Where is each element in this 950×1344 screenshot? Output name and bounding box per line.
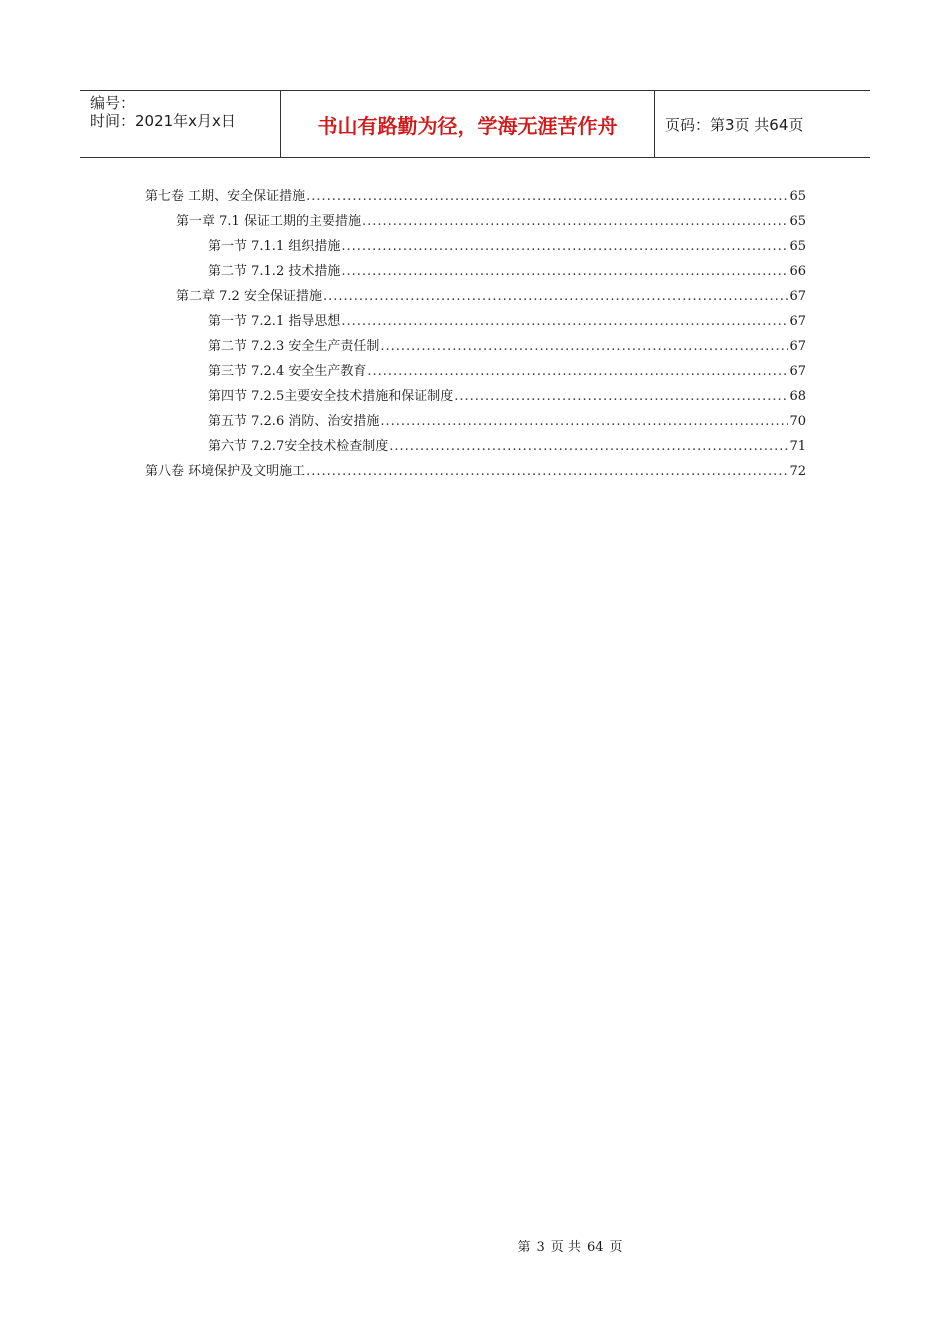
footer-suffix: 页	[609, 1240, 623, 1255]
toc-entry[interactable]	[145, 309, 806, 334]
toc-entry[interactable]	[145, 434, 806, 459]
toc-entry-page: 67	[789, 289, 806, 304]
toc-entry-title: 第三节 7.2.4 安全生产教育	[208, 364, 367, 379]
footer-mid: 页 共	[550, 1240, 581, 1255]
toc-entry-page: 67	[789, 364, 806, 379]
toc-entry-page: 67	[789, 314, 806, 329]
toc-entry-page: 71	[789, 439, 806, 454]
toc-leader-dots	[341, 259, 788, 284]
toc-leader-dots	[341, 309, 788, 334]
toc-entry[interactable]	[145, 209, 806, 234]
toc-leader-dots	[362, 209, 789, 234]
header-motto: 书山有路勤为径，学海无涯苦作舟	[281, 91, 655, 157]
toc-entry-page: 66	[789, 264, 806, 279]
toc-entry-page: 67	[789, 339, 806, 354]
toc-entry-page: 72	[789, 464, 806, 479]
toc-entry-page: 70	[789, 414, 806, 429]
toc-entry[interactable]	[145, 384, 806, 409]
toc-entry[interactable]	[145, 234, 806, 259]
page-footer	[0, 1236, 950, 1255]
toc-entry-title: 第二章 7.2 安全保证措施	[176, 289, 322, 304]
toc-leader-dots	[306, 459, 788, 484]
toc-leader-dots	[306, 184, 788, 209]
toc-entry-page: 68	[789, 389, 806, 404]
toc-entry-title: 第一节 7.2.1 指导思想	[208, 314, 341, 329]
toc-entry[interactable]	[145, 359, 806, 384]
table-of-contents	[145, 184, 806, 484]
footer-total-pages: 64	[586, 1240, 604, 1255]
toc-entry[interactable]	[145, 334, 806, 359]
toc-leader-dots	[367, 359, 788, 384]
toc-entry-page: 65	[789, 189, 806, 204]
toc-entry[interactable]	[145, 409, 806, 434]
toc-entry-title: 第五节 7.2.6 消防、治安措施	[208, 414, 380, 429]
toc-entry-title: 第六节 7.2.7安全技术检查制度	[208, 439, 389, 454]
page-header	[80, 90, 870, 158]
toc-entry-title: 第八卷 环境保护及文明施工	[145, 464, 306, 479]
toc-entry-title: 第一章 7.1 保证工期的主要措施	[176, 214, 361, 229]
toc-entry-title: 第一节 7.1.1 组织措施	[208, 239, 341, 254]
toc-entry-title: 第七卷 工期、安全保证措施	[145, 189, 306, 204]
toc-leader-dots	[389, 434, 788, 459]
toc-entry[interactable]	[145, 284, 806, 309]
toc-entry[interactable]	[145, 459, 806, 484]
document-date: 时间：2021年x月x日	[90, 112, 236, 130]
toc-leader-dots	[341, 234, 788, 259]
toc-leader-dots	[323, 284, 789, 309]
footer-prefix: 第	[517, 1240, 531, 1255]
toc-leader-dots	[380, 334, 788, 359]
toc-leader-dots	[380, 409, 788, 434]
toc-entry-page: 65	[789, 239, 806, 254]
toc-entry[interactable]	[145, 259, 806, 284]
header-meta	[80, 91, 281, 157]
toc-entry-page: 65	[789, 214, 806, 229]
document-number-label: 编号：	[90, 94, 136, 112]
toc-entry-title: 第二节 7.1.2 技术措施	[208, 264, 341, 279]
toc-entry-title: 第四节 7.2.5主要安全技术措施和保证制度	[208, 389, 454, 404]
header-page-info: 页码：第3页 共64页	[665, 115, 804, 134]
footer-current-page: 3	[536, 1240, 545, 1255]
toc-leader-dots	[454, 384, 788, 409]
toc-entry-title: 第二节 7.2.3 安全生产责任制	[208, 339, 380, 354]
toc-entry[interactable]	[145, 184, 806, 209]
